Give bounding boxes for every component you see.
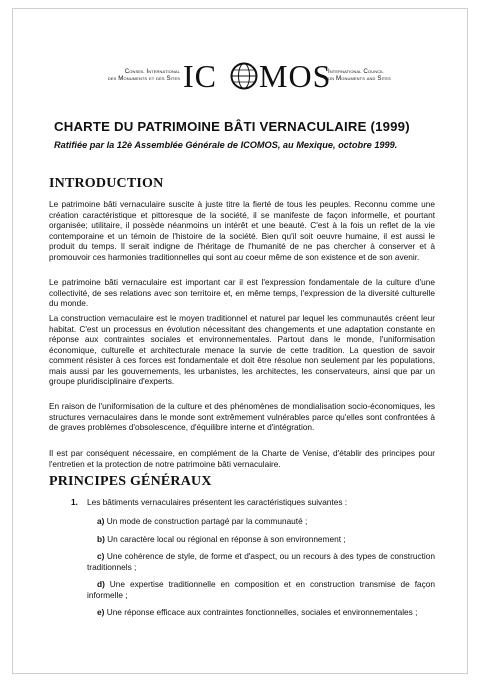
principes-heading: PRINCIPES GÉNÉRAUX: [49, 474, 212, 489]
document-subtitle: Ratifiée par la 12è Assemblée Générale de ICOMOS, au Mexique, octobre 1999.: [54, 140, 398, 150]
svg-text:IC: IC: [183, 58, 217, 94]
intro-paragraph-4: En raison de l'uniformisation de la culture et des phénomènes de mondialisation socio-économiques, les structures vernaculaires dans le monde sont extrêmement vulnérables parce qu'elles sont confrontées à de graves problèmes d'obsolescence, d'équilibre interne et d'intégration.: [49, 401, 435, 432]
subitem-label: c): [97, 551, 105, 561]
document-title: CHARTE DU PATRIMOINE BÂTI VERNACULAIRE (1999): [54, 119, 410, 134]
intro-paragraph-1: Le patrimoine bâti vernaculaire suscite à juste titre la fierté de tous les peuples. Reconnu comme une création caractéristique et pittoresque de la société, il se manifeste de façon informelle, et pourtant organisée; utilitaire, il possède néanmoins un intérêt et une beauté. C'est à la fois un reflet de la vie contemporaine et un témoin de l'histoire de la société. Bien qu'il soit oeuvre humaine, il est aussi le produit du temps. Il serait indigne de l'héritage de l'humanité de ne pas chercher à conserver et à promouvoir ces harmonies traditionnelles qui sont au coeur même de son existence et de son avenir.: [49, 199, 435, 262]
introduction-heading: INTRODUCTION: [49, 176, 164, 191]
item-text: Les bâtiments vernaculaires présentent les caractéristiques suivantes :: [87, 497, 348, 507]
subitem-label: b): [97, 534, 105, 544]
subitem-text: Une cohérence de style, de forme et d'aspect, ou un recours à des types de construction traditionnels ;: [87, 551, 435, 572]
subitem-label: a): [97, 516, 105, 526]
letterhead-right-line2: on Monuments and Sites: [328, 75, 391, 82]
icomos-globe-icon: [232, 64, 257, 89]
icomos-logo: [183, 58, 332, 94]
intro-paragraph-3: La construction vernaculaire est le moyen traditionnel et naturel par lequel les communautés créent leur habitat. C'est un processus en évolution nécessitant des changements et une adaptation constante en réponse aux contraintes sociales et environnementales. Partout dans le monde, l'uniformisation économique, culturelle et architecturale menace la survie de cette tradition. La question de savoir comment résister à ces forces est fondamentale et doit être résolue non seulement par les populations, mais aussi par les gouvernements, les urbanistes, les architectes, les conservateurs, ainsi que par un groupe pluridisciplinaire d'experts.: [49, 313, 435, 386]
subitem-label: d): [97, 579, 105, 589]
subitem-e: [87, 607, 435, 618]
letterhead: [0, 0, 480, 100]
intro-paragraph-5: Il est par conséquent nécessaire, en complément de la Charte de Venise, d'établir des principes pour l'entretien et la protection de notre patrimoine bâti vernaculaire.: [49, 448, 435, 469]
letterhead-right-line1: International Council: [328, 68, 384, 75]
subitem-text: Un mode de construction partagé par la communauté ;: [106, 516, 308, 526]
subitem-a: [87, 516, 435, 527]
letterhead-left: [108, 68, 180, 82]
subitem-text: Une réponse efficace aux contraintes fonctionnelles, sociales et environnementales ;: [106, 607, 418, 617]
svg-text:MOS: MOS: [259, 58, 332, 94]
subitem-b: [87, 534, 435, 545]
letterhead-right: [328, 68, 391, 82]
subitem-d: [87, 579, 435, 600]
item-number: 1.: [71, 497, 78, 507]
subitem-label: e): [97, 607, 105, 617]
subitem-text: Un caractère local ou régional en réponse à son environnement ;: [107, 534, 346, 544]
subitem-text: Une expertise traditionnelle en composition et en construction transmise de façon informelle ;: [87, 579, 436, 600]
intro-paragraph-2: Le patrimoine bâti vernaculaire est important car il est l'expression fondamentale de la culture d'une collectivité, de ses relations avec son territoire et, en même temps, l'expression de la diversité culturelle du monde.: [49, 277, 435, 308]
letterhead-left-line2: des Monuments et des Sites: [107, 75, 180, 82]
letterhead-left-line1: Conseil International: [124, 68, 180, 75]
subitem-c: [87, 551, 435, 572]
